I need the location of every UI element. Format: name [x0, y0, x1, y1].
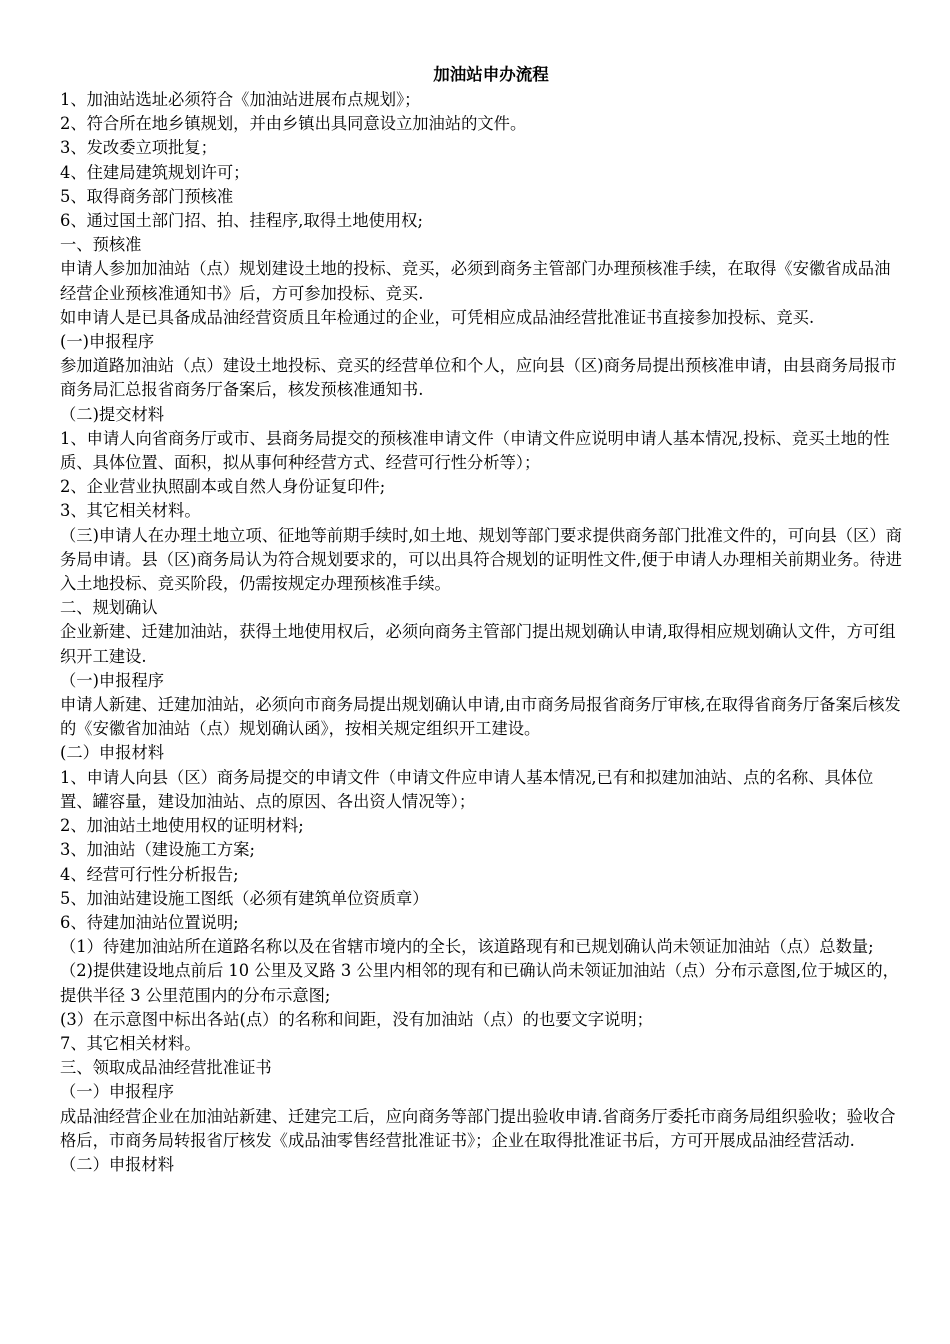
paragraph: 3、加油站（建设施工方案;	[60, 840, 255, 860]
paragraph: (二）申报材料	[60, 743, 165, 763]
paragraph: 三、领取成品油经营批准证书	[60, 1058, 272, 1078]
paragraph: 2、符合所在地乡镇规划，并由乡镇出具同意设立加油站的文件。	[60, 114, 527, 134]
paragraph: (3）在示意图中标出各站(点）的名称和间距，没有加油站（点）的也要文字说明；	[60, 1009, 653, 1029]
paragraph: 2、企业营业执照副本或自然人身份证复印件;	[60, 477, 386, 497]
paragraph: 6、通过国土部门招、拍、挂程序,取得土地使用权;	[60, 211, 423, 231]
document-body	[60, 88, 902, 1177]
paragraph: 3、其它相关材料。	[60, 501, 201, 521]
paragraph: 1、申请人向县（区）商务局提交的申请文件（申请文件应申请人基本情况,已有和拟建加油站、点的名称、具体位置、罐容量，建设加油站、点的原因、各出资人情况等）；	[60, 767, 874, 811]
paragraph: 成品油经营企业在加油站新建、迁建完工后，应向商务等部门提出验收申请.省商务厅委托市商务局组织验收；验收合格后，市商务局转报省厅核发《成品油零售经营批准证书》；企业在取得批准证书后，方可开展成品油经营活动.	[60, 1106, 896, 1150]
paragraph: （二）申报材料	[60, 1154, 174, 1174]
paragraph: 1、申请人向省商务厅或市、县商务局提交的预核准申请文件（申请文件应说明申请人基本情况,投标、竞买土地的性质、具体位置、面积，拟从事何种经营方式、经营可行性分析等）；	[60, 428, 890, 473]
paragraph: 6、待建加油站位置说明;	[60, 912, 239, 932]
paragraph: （2)提供建设地点前后 10 公里及叉路 3 公里内相邻的现有和已确认尚未领证加油站（点）分布示意图,位于城区的，提供半径 3 公里范围内的分布示意图;	[60, 961, 899, 1005]
paragraph: 申请人参加加油站（点）规划建设土地的投标、竞买，必须到商务主管部门办理预核准手续，在取得《安徽省成品油经营企业预核准通知书》后，方可参加投标、竞买.	[60, 259, 891, 303]
document-page	[60, 62, 902, 1177]
paragraph: 一、预核准	[60, 235, 142, 255]
document-title: 加油站申办流程	[433, 65, 549, 84]
paragraph: （1）待建加油站所在道路名称以及在省辖市境内的全长，该道路现有和已规划确认尚未领证加油站（点）总数量;	[60, 937, 874, 957]
paragraph: 如申请人是已具备成品油经营资质且年检通过的企业，可凭相应成品油经营批准证书直接参加投标、竞买.	[60, 307, 815, 327]
paragraph: 2、加油站土地使用权的证明材料;	[60, 816, 304, 836]
paragraph: 企业新建、迁建加油站，获得土地使用权后，必须向商务主管部门提出规划确认申请,取得相应规划确认文件，方可组织开工建设.	[60, 622, 896, 666]
paragraph: 申请人新建、迁建加油站，必须向市商务局提出规划确认申请,由市商务局报省商务厅审核,在取得省商务厅备案后核发的《安徽省加油站（点）规划确认函》，按相关规定组织开工建设。	[60, 695, 901, 739]
paragraph: (一)申报程序	[60, 332, 155, 352]
paragraph: （二)提交材料	[60, 404, 165, 424]
paragraph: 参加道路加油站（点）建设土地投标、竞买的经营单位和个人，应向县（区)商务局提出预核准申请，由县商务局报市商务局汇总报省商务厅备案后，核发预核准通知书.	[60, 356, 897, 400]
paragraph: 4、住建局建筑规划许可；	[60, 162, 250, 182]
paragraph: 7、其它相关材料。	[60, 1033, 201, 1053]
paragraph: 二、规划确认	[60, 598, 158, 618]
paragraph: 5、加油站建设施工图纸（必须有建筑单位资质章）	[60, 888, 429, 908]
paragraph: 4、经营可行性分析报告;	[60, 864, 239, 884]
paragraph: （三)申请人在办理土地立项、征地等前期手续时,如土地、规划等部门要求提供商务部门批准文件的，可向县（区）商务局申请。县（区)商务局认为符合规划要求的，可以出具符合规划的证明性文件,便于申请人办理相关前期业务。待进入土地投标、竞买阶段，仍需按规定办理预核准手续。	[60, 525, 902, 594]
paragraph: 3、发改委立项批复；	[60, 138, 217, 158]
paragraph: （一）申报程序	[60, 1082, 174, 1102]
paragraph: 1、加油站选址必须符合《加油站进展布点规划》；	[60, 90, 421, 109]
paragraph: 5、取得商务部门预核准	[60, 186, 234, 206]
paragraph: （一)申报程序	[60, 670, 165, 690]
